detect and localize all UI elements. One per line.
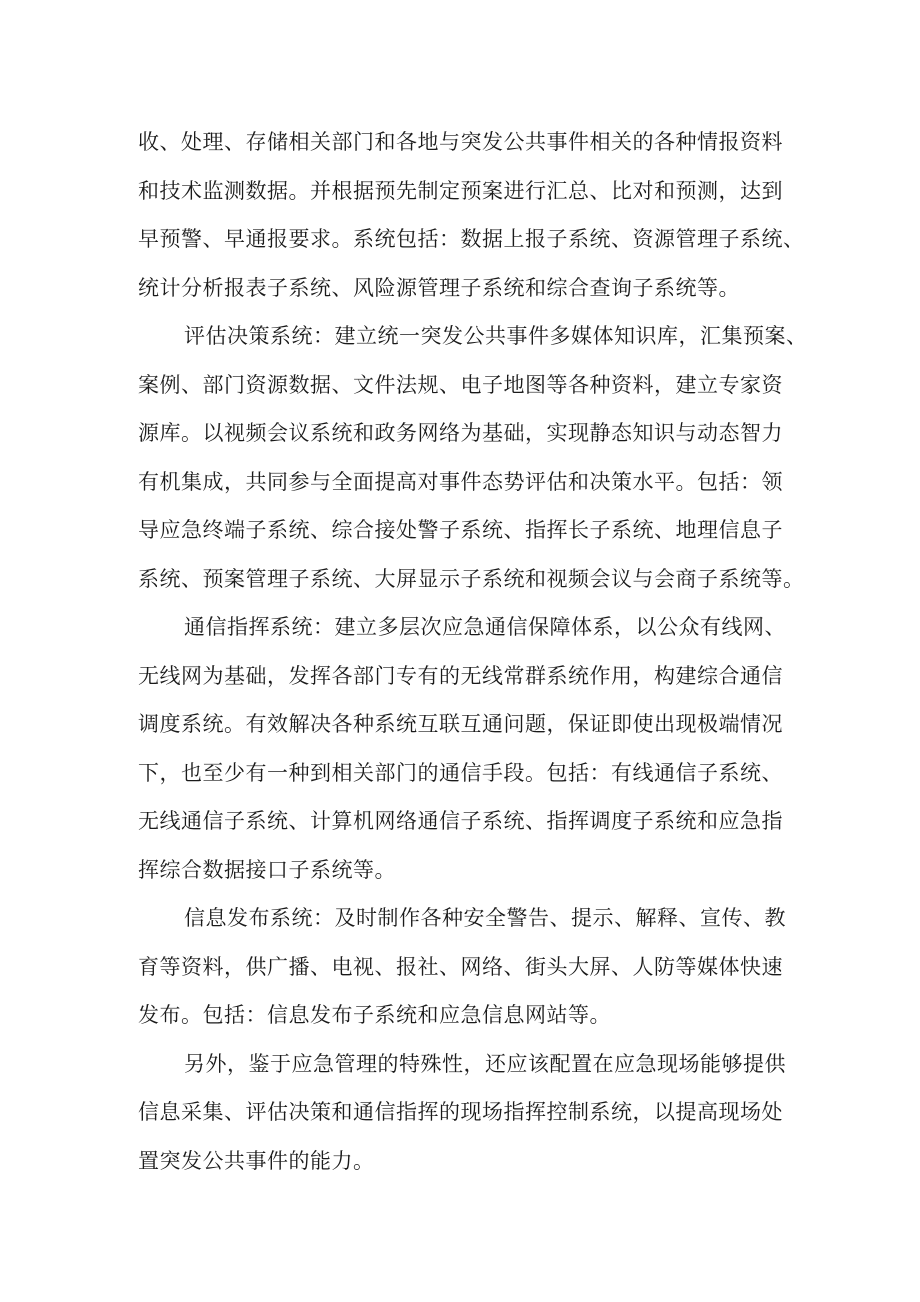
text-line: 收、处理、存储相关部门和各地与突发公共事件相关的各种情报资料	[138, 130, 783, 154]
text-line: 系统、预案管理子系统、大屏显示子系统和视频会议与会商子系统等。	[138, 566, 805, 591]
text-line: 信息采集、评估决策和通信指挥的现场指挥控制系统，以提高现场处	[138, 1100, 783, 1124]
text-line: 置突发公共事件的能力。	[138, 1148, 375, 1173]
text-line: 信息发布系统：及时制作各种安全警告、提示、解释、宣传、教	[184, 906, 786, 930]
paragraph-communication-command	[138, 603, 818, 894]
paragraph-continued-collection	[138, 118, 818, 312]
text-line: 育等资料，供广播、电视、报社、网络、街头大屏、人防等媒体快速	[138, 954, 783, 979]
text-line: 通信指挥系统：建立多层次应急通信保障体系，以公众有线网、	[184, 615, 786, 639]
text-line: 导应急终端子系统、综合接处警子系统、指挥长子系统、地理信息子	[138, 518, 783, 542]
text-line: 无线通信子系统、计算机网络通信子系统、指挥调度子系统和应急指	[138, 809, 783, 833]
text-line: 有机集成，共同参与全面提高对事件态势评估和决策水平。包括：领	[138, 469, 783, 494]
text-line: 发布。包括：信息发布子系统和应急信息网站等。	[138, 1003, 611, 1027]
paragraph-field-command	[138, 1040, 818, 1186]
text-line: 另外，鉴于应急管理的特殊性，还应该配置在应急现场能够提供	[184, 1051, 786, 1076]
text-line: 无线网为基础，发挥各部门专有的无线常群系统作用，构建综合通信	[138, 663, 783, 688]
text-line: 案例、部门资源数据、文件法规、电子地图等各种资料，建立专家资	[138, 372, 783, 397]
text-line: 统计分析报表子系统、风险源管理子系统和综合查询子系统等。	[138, 275, 740, 300]
text-line: 和技术监测数据。并根据预先制定预案进行汇总、比对和预测，达到	[138, 178, 783, 203]
text-line: 早预警、早通报要求。系统包括：数据上报子系统、资源管理子系统、	[138, 227, 805, 251]
paragraph-information-release	[138, 894, 818, 1040]
text-line: 评估决策系统：建立统一突发公共事件多媒体知识库，汇集预案、	[184, 324, 808, 348]
text-line: 源库。以视频会议系统和政务网络为基础，实现静态知识与动态智力	[138, 421, 783, 445]
text-line: 挥综合数据接口子系统等。	[138, 857, 396, 882]
body-text	[138, 118, 818, 1185]
text-line: 下，也至少有一种到相关部门的通信手段。包括：有线通信子系统、	[138, 760, 783, 785]
paragraph-assessment-decision	[138, 312, 818, 603]
text-line: 调度系统。有效解决各种系统互联互通问题，保证即使出现极端情况	[138, 712, 783, 736]
